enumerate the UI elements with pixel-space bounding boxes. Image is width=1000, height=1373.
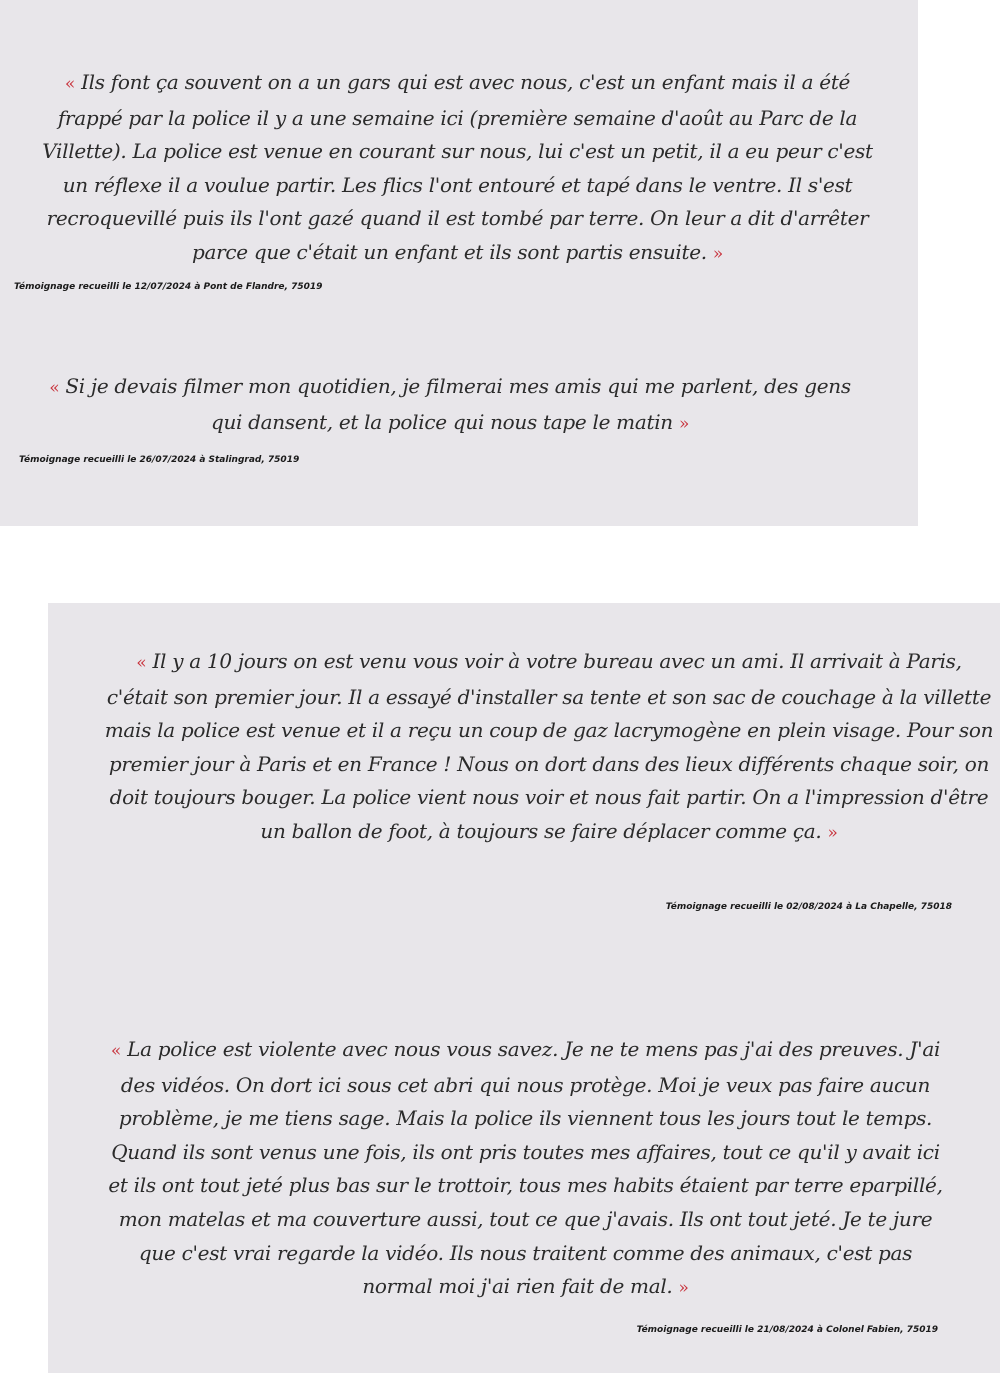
testimony-caption: Témoignage recueilli le 21/08/2024 à Colonel Fabien, 75019 (636, 1325, 938, 1335)
testimony-quote (103, 1033, 948, 1306)
testimony-text: Ils font ça souvent on a un gars qui est avec nous, c'est un enfant mais il a été frappé par la police il y a une semaine ici (première semaine d'août au Parc de la Villette). La police est venue en courant sur nous, lui c'est un petit, il a eu peur c'est un réflexe il a voulue partir. Les flics l'ont entouré et tapé dans le ventre. Il s'est recroquevillé puis ils l'ont gazé quand il est tombé par terre. On leur a dit d'arrêter parce que c'était un enfant et ils sont partis ensuite. (42, 70, 873, 264)
open-quote-mark: « (64, 74, 76, 94)
testimony-caption: Témoignage recueilli le 12/07/2024 à Pont de Flandre, 75019 (14, 282, 323, 292)
testimony-caption: Témoignage recueilli le 26/07/2024 à Stalingrad, 75019 (19, 455, 300, 465)
testimony-text: Il y a 10 jours on est venu vous voir à votre bureau avec un ami. Il arrivait à Paris, c'était son premier jour. Il a essayé d'installer sa tente et son sac de couchage à la villette mais la police est venue et il a reçu un coup de gaz lacrymogène en plein visage. Pour son premier jour à Paris et en France ! Nous on dort dans des lieux différents chaque soir, on doit toujours bouger. La police vient nous voir et nous fait partir. On a l'impression d'être un ballon de foot, à toujours se faire déplacer comme ça. (104, 649, 994, 843)
open-quote-mark: « (49, 378, 60, 398)
close-quote-mark: » (712, 243, 723, 264)
testimony-caption: Témoignage recueilli le 02/08/2024 à La Chapelle, 75018 (665, 902, 952, 912)
testimony-panel-bottom (48, 603, 1000, 1373)
open-quote-mark: « (136, 653, 147, 673)
close-quote-mark: » (678, 413, 690, 434)
close-quote-mark: » (678, 1278, 689, 1299)
testimony-text: Si je devais filmer mon quotidien, je filmerai mes amis qui me parlent, des gens qui dansent, et la police qui nous tape le matin (65, 374, 851, 434)
testimony-quote (40, 370, 860, 441)
testimony-quote (103, 645, 995, 851)
open-quote-mark: « (110, 1041, 122, 1061)
testimony-panel-top (0, 0, 918, 526)
testimony-quote (30, 66, 885, 272)
close-quote-mark: » (827, 822, 838, 843)
testimony-text: La police est violente avec nous vous savez. Je ne te mens pas j'ai des preuves. J'ai des vidéos. On dort ici sous cet abri qui nous protège. Moi je veux pas faire aucun problème, je me tiens sage. Mais la police ils viennent tous les jours tout le temps. Quand ils sont venus une fois, ils ont pris toutes mes affaires, tout ce qu'il y avait ici et ils ont tout jeté plus bas sur le trottoir, tous mes habits étaient par terre eparpillé, mon matelas et ma couverture aussi, tout ce que j'avais. Ils ont tout jeté. Je te jure que c'est vrai regarde la vidéo. Ils nous traitent comme des animaux, c'est pas normal moi j'ai rien fait de mal. (108, 1037, 943, 1299)
